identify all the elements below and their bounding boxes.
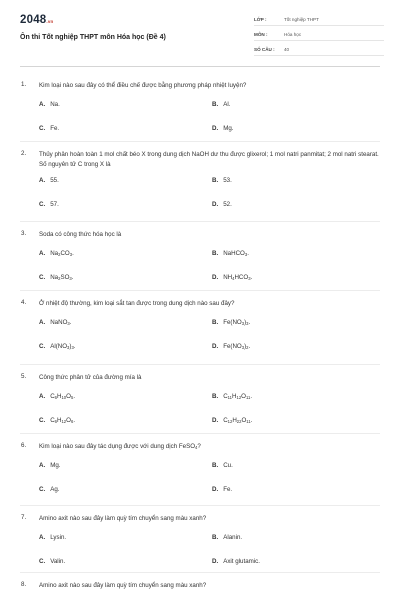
option-text: Valin. [50, 558, 66, 565]
site-logo[interactable]: 2048.vn [20, 14, 54, 26]
option-text: $Na_2CO_3$. [50, 250, 74, 257]
option-letter: D. [212, 125, 219, 132]
option-b[interactable] [212, 177, 232, 184]
option-letter: B. [212, 462, 219, 469]
question-number: 7. [21, 514, 27, 521]
option-d[interactable] [212, 486, 232, 493]
option-text: Alanin. [223, 534, 243, 541]
page-header [0, 0, 400, 66]
option-c[interactable] [39, 558, 65, 565]
option-a[interactable] [39, 462, 61, 469]
option-text: Mg. [223, 125, 234, 132]
question-number: 2. [21, 150, 27, 157]
option-c[interactable] [39, 486, 59, 493]
option-letter: B. [212, 177, 219, 184]
option-letter: C. [39, 417, 46, 424]
question-separator [20, 572, 380, 573]
option-letter: C. [39, 558, 46, 565]
option-a[interactable] [39, 534, 66, 541]
option-text: $C_6H_{12}O_6$. [50, 417, 76, 424]
option-text: Fe. [223, 486, 233, 493]
option-letter: A. [39, 393, 46, 400]
option-text: NaHCO$_3$. [223, 250, 249, 257]
option-letter: B. [212, 534, 219, 541]
option-a[interactable] [39, 319, 71, 326]
option-letter: B. [212, 101, 219, 108]
option-letter: A. [39, 250, 46, 257]
option-letter: B. [212, 319, 219, 326]
option-letter: A. [39, 177, 46, 184]
option-letter: A. [39, 101, 46, 108]
option-text: $Na_2SO_3$. [50, 274, 74, 281]
option-d[interactable] [212, 125, 234, 132]
option-text: 57. [50, 201, 59, 208]
option-text: Na. [50, 101, 60, 108]
question-text: Thủy phân hoàn toàn 1 mol chất béo X trong dung dịch NaOH dư thu được glixerol; 1 mol natri panmitat; 2 mol natri stearat. Số nguyên tử C trong X là [39, 151, 379, 168]
option-text: Al. [223, 101, 231, 108]
option-letter: C. [39, 125, 46, 132]
option-text: Lysin. [50, 534, 67, 541]
option-letter: B. [212, 393, 219, 400]
option-letter: C. [39, 274, 46, 281]
option-letter: A. [39, 462, 46, 469]
question-text: Amino axit nào sau đây làm quỳ tím chuyển sang màu xanh? [39, 582, 207, 589]
option-letter: C. [39, 343, 46, 350]
option-text: 55. [50, 177, 59, 184]
option-a[interactable] [39, 177, 59, 184]
option-c[interactable] [39, 343, 76, 350]
option-d[interactable] [212, 417, 252, 424]
question-text: Ở nhiệt độ thường, kim loại sắt tan được trong dung dịch nào sau đây? [39, 300, 235, 307]
option-letter: D. [212, 558, 219, 565]
option-b[interactable] [212, 534, 242, 541]
option-text: $NH_4HCO_3$. [223, 274, 253, 281]
option-letter: C. [39, 486, 46, 493]
option-letter: A. [39, 534, 46, 541]
question-separator [20, 433, 380, 434]
question-text: Soda có công thức hóa học là [39, 231, 122, 238]
question-text: Amino axit nào sau đây làm quỳ tím chuyển sang màu xanh? [39, 515, 207, 522]
question-text: Công thức phân tử của đường mía là [39, 374, 142, 381]
option-letter: D. [212, 486, 219, 493]
question-number: 4. [21, 299, 27, 306]
question-number: 1. [21, 81, 27, 88]
question-number: 3. [21, 230, 27, 237]
option-a[interactable] [39, 393, 75, 400]
option-c[interactable] [39, 417, 75, 424]
question-text: Kim loại nào sau đây có thể điều chế được bằng phương pháp nhiệt luyện? [39, 82, 247, 89]
question-number: 5. [21, 373, 27, 380]
option-letter: D. [212, 343, 219, 350]
header-divider [20, 66, 380, 67]
option-b[interactable] [212, 393, 252, 400]
meta-class: LỚP : Tốt nghiệp THPT [254, 14, 384, 26]
option-b[interactable] [212, 250, 249, 257]
option-letter: C. [39, 201, 46, 208]
option-text: $C_6H_{10}O_5$. [50, 393, 76, 400]
option-text: Axit glutamic. [223, 558, 260, 565]
option-letter: D. [212, 274, 219, 281]
option-text: NaNO$_3$. [50, 319, 72, 326]
question-separator [20, 505, 380, 506]
option-text: $Al(NO_3)_3$. [50, 343, 76, 350]
option-text: 52. [223, 201, 232, 208]
option-d[interactable] [212, 343, 250, 350]
option-text: $Fe(NO_3)_3$. [223, 319, 251, 326]
option-c[interactable] [39, 125, 59, 132]
option-b[interactable] [212, 101, 230, 108]
option-text: Ag. [50, 486, 60, 493]
option-letter: B. [212, 250, 219, 257]
option-text: $C_{11}H_{12}O_{11}$. [223, 393, 253, 400]
option-text: Mg. [50, 462, 61, 469]
option-d[interactable] [212, 558, 260, 565]
question-separator [20, 290, 380, 291]
option-text: Fe. [50, 125, 60, 132]
option-text: 53. [223, 177, 232, 184]
question-number: 8. [21, 581, 27, 588]
question-text: Kim loại nào sau đây tác dụng được với dung dịch FeSO$_4$? [39, 443, 201, 450]
option-d[interactable] [212, 274, 252, 281]
question-number: 6. [21, 442, 27, 449]
option-text: $C_{12}H_{22}O_{11}$. [223, 417, 253, 424]
option-letter: D. [212, 417, 219, 424]
option-letter: A. [39, 319, 46, 326]
option-c[interactable] [39, 201, 59, 208]
option-text: $Fe(NO_3)_2$. [223, 343, 251, 350]
option-text: Cu. [223, 462, 233, 469]
option-d[interactable] [212, 201, 232, 208]
option-a[interactable] [39, 101, 60, 108]
question-separator [20, 221, 380, 222]
option-c[interactable] [39, 274, 73, 281]
question-separator [20, 141, 380, 142]
option-a[interactable] [39, 250, 74, 257]
question-separator [20, 364, 380, 365]
option-b[interactable] [212, 319, 250, 326]
option-letter: D. [212, 201, 219, 208]
option-b[interactable] [212, 462, 233, 469]
meta-subject: MÔN : Hóa học [254, 29, 384, 41]
meta-question-count: SỐ CÂU : 40 [254, 44, 384, 56]
exam-title: Ôn thi Tốt nghiệp THPT môn Hóa học (Đề 4) [20, 34, 166, 41]
